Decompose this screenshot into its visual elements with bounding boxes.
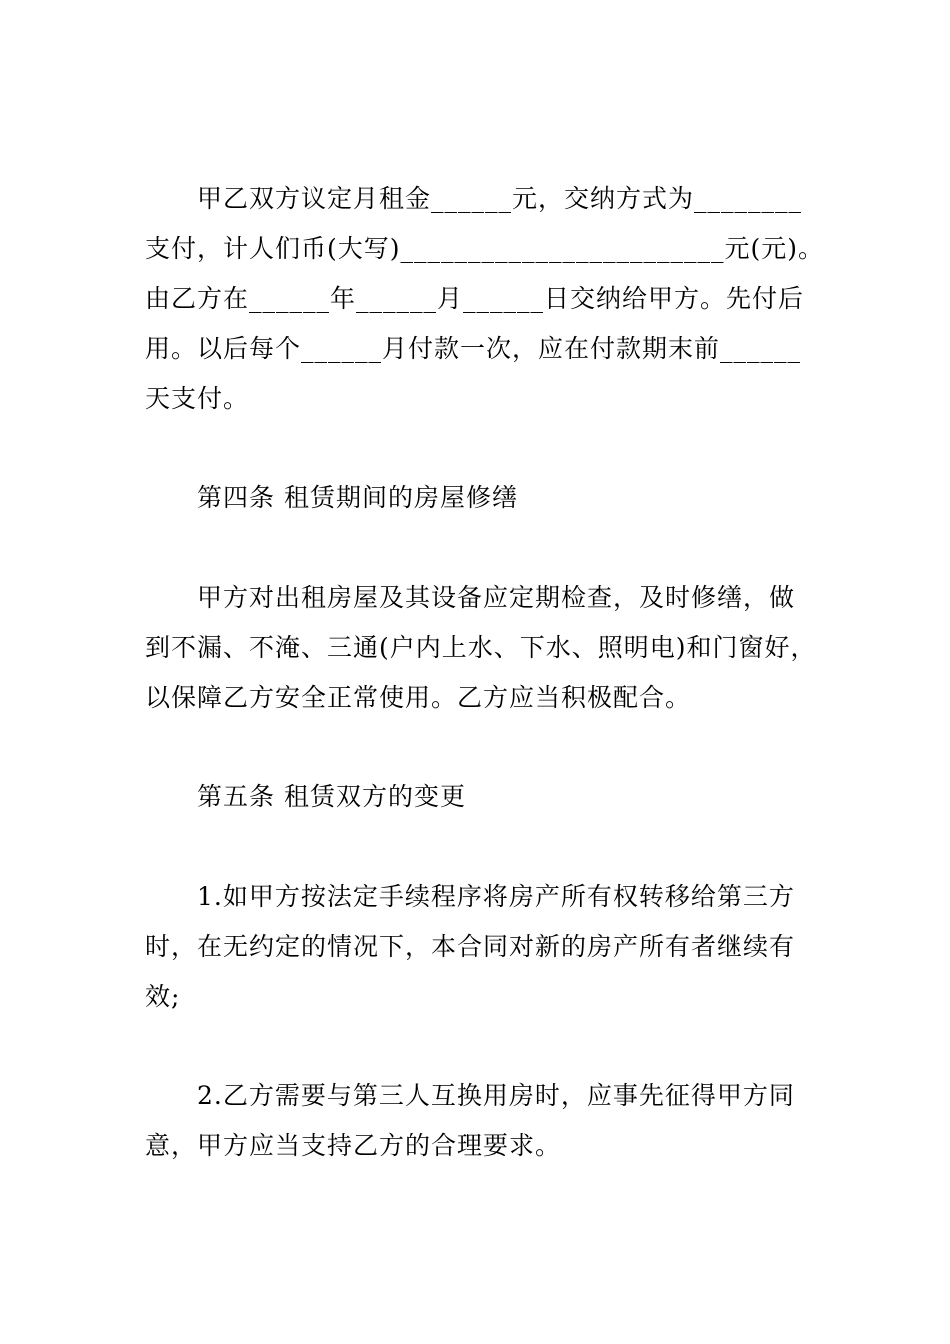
paragraph-rent-line-1: 甲乙双方议定月租金______元，交纳方式为________ [197,184,803,213]
paragraph-rent-line-4: 用。以后每个______月付款一次，应在付款期末前______ [145,334,802,363]
section-heading-article-4: 第四条 租赁期间的房屋修缮 [197,483,518,512]
paragraph-rent-line-3: 由乙方在______年______月______日交纳给甲方。先付后 [145,284,805,313]
clause-1-line-2: 时，在无约定的情况下，本合同对新的房产所有者继续有 [145,932,796,961]
clause-1-line-3: 效; [145,982,181,1011]
clause-2-line-2: 意，甲方应当支持乙方的合理要求。 [145,1131,562,1160]
clause-1-line-1: 1.如甲方按法定手续程序将房产所有权转移给第三方 [197,882,795,911]
paragraph-rent-line-2: 支付，计人们币(大写)________________________元(元)。 [145,234,825,263]
section-heading-article-5: 第五条 租赁双方的变更 [197,782,466,811]
paragraph-repair-line-3: 以保障乙方安全正常使用。乙方应当积极配合。 [145,683,692,712]
paragraph-rent-line-5: 天支付。 [145,384,250,413]
clause-2-line-1: 2.乙方需要与第三人互换用房时，应事先征得甲方同 [197,1081,795,1110]
paragraph-repair-line-1: 甲方对出租房屋及其设备应定期检查，及时修缮，做 [197,583,796,612]
paragraph-repair-line-2: 到不漏、不淹、三通(户内上水、下水、照明电)和门窗好， [145,633,817,662]
